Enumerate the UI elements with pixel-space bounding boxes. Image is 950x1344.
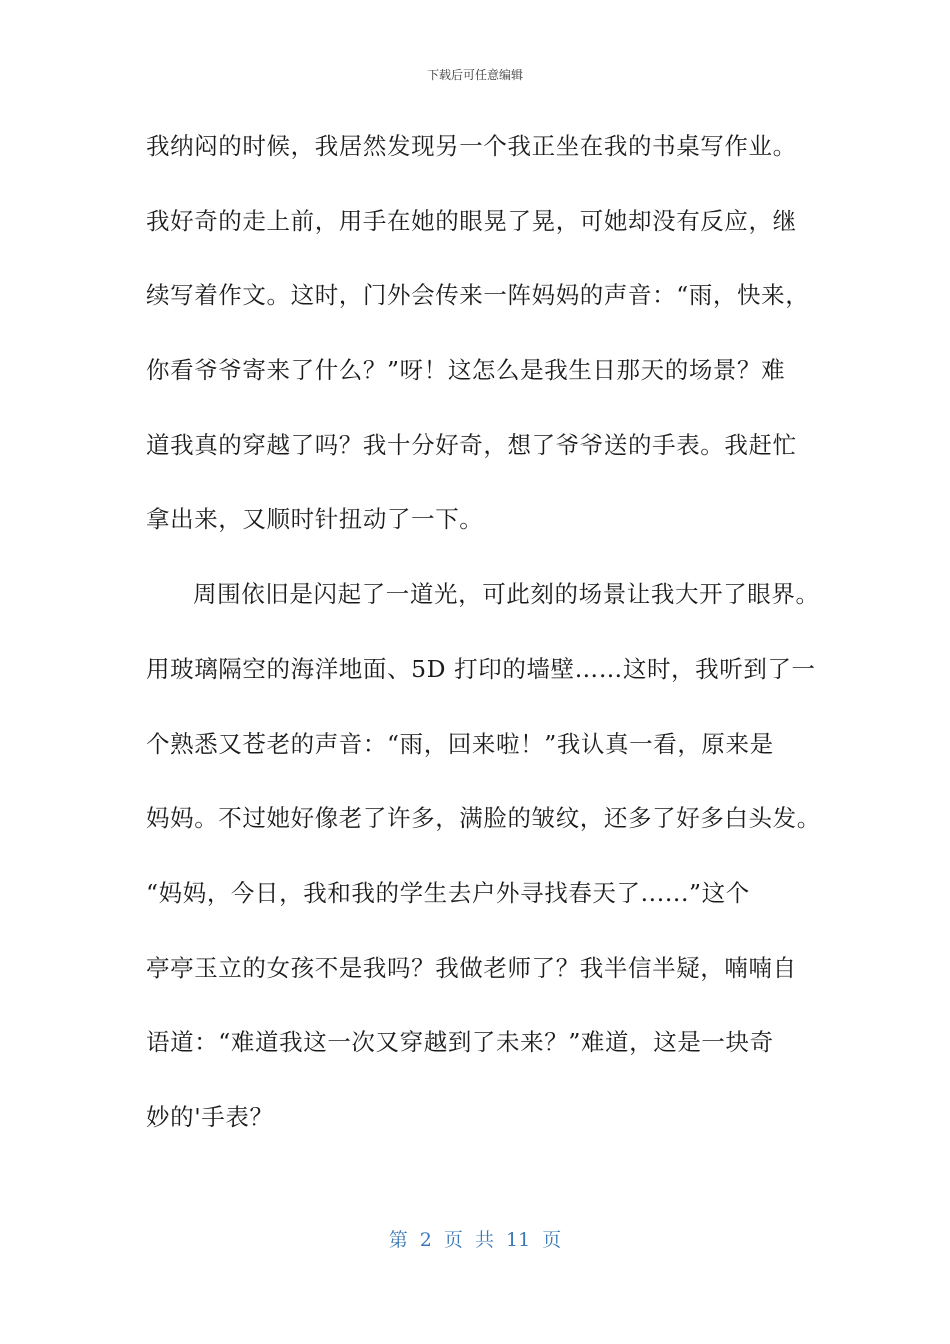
text-line: 我纳闷的时候，我居然发现另一个我正坐在我的书桌写作业。 — [146, 132, 797, 160]
page-number: 第 2 页 共 11 页 — [388, 1229, 562, 1251]
paragraph — [146, 126, 826, 574]
text-line: 周围依旧是闪起了一道光，可此刻的场景让我大开了眼界。 — [193, 580, 820, 609]
text-line: 续写着作文。这时，门外会传来一阵妈妈的声音：“雨，快来， — [146, 281, 810, 310]
text-line: 个熟悉又苍老的声音：“雨，回来啦！”我认真一看，原来是 — [146, 729, 774, 758]
text-line: 亭亭玉立的女孩不是我吗？我做老师了？我半信半疑，喃喃自 — [146, 953, 797, 982]
text-line: 妈妈。不过她好像老了许多，满脸的皱纹，还多了好多白头发。 — [146, 804, 821, 833]
text-line: 用玻璃隔空的海洋地面、5D 打印的墙壁……这时，我听到了一 — [146, 654, 816, 683]
header-note: 下载后可任意编辑 — [426, 68, 523, 82]
text-line: 拿出来，又顺时针扭动了一下。 — [146, 505, 484, 534]
text-line: 我好奇的走上前，用手在她的眼晃了晃，可她却没有反应，继 — [146, 206, 797, 235]
text-line: “妈妈，今日，我和我的学生去户外寻找春天了......”这个 — [146, 878, 750, 907]
document-body — [146, 126, 826, 1172]
text-line: 你看爷爷寄来了什么？”呀！这怎么是我生日那天的场景？难 — [146, 356, 786, 385]
text-line: 妙的'手表？ — [146, 1102, 274, 1131]
text-line: 语道：“难道我这一次又穿越到了未来？”难道，这是一块奇 — [146, 1028, 774, 1057]
paragraph — [146, 574, 826, 1172]
text-line: 道我真的穿越了吗？我十分好奇，想了爷爷送的手表。我赶忙 — [146, 430, 797, 459]
